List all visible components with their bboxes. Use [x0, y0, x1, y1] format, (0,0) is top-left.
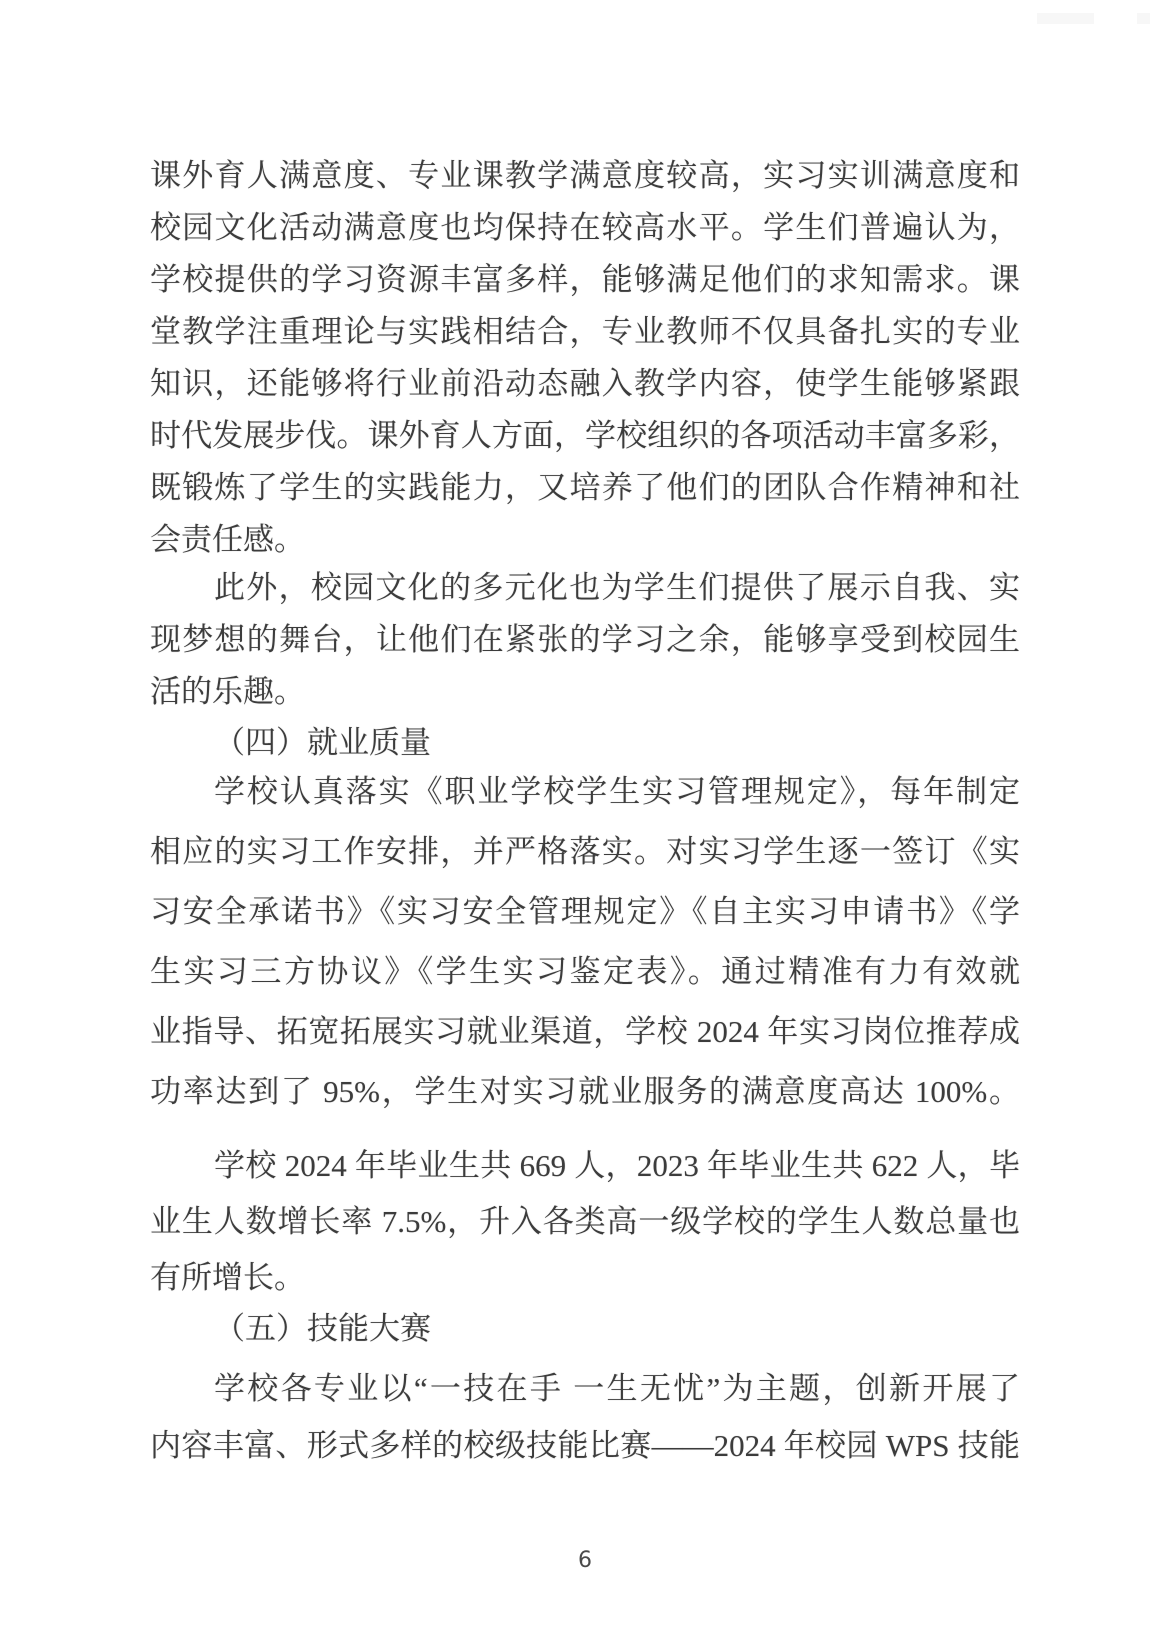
text-line: 学校各专业以“一技在手 一生无忧”为主题，创新开展了	[214, 1371, 1020, 1406]
text-line: 既锻炼了学生的实践能力，又培养了他们的团队合作精神和社	[150, 470, 1020, 505]
text-line: 学校提供的学习资源丰富多样，能够满足他们的求知需求。课	[150, 262, 1020, 297]
text-line: 习安全承诺书》《实习安全管理规定》《自主实习申请书》《学	[150, 894, 1020, 929]
text-line: 知识，还能够将行业前沿动态融入教学内容，使学生能够紧跟	[150, 366, 1020, 401]
text-line: 会责任感。	[150, 522, 305, 557]
text-line: 业指导、拓宽拓展实习就业渠道，学校 2024 年实习岗位推荐成	[150, 1014, 1020, 1049]
text-line: 时代发展步伐。课外育人方面，学校组织的各项活动丰富多彩，	[150, 418, 1020, 453]
text-line: 堂教学注重理论与实践相结合，专业教师不仅具备扎实的专业	[150, 314, 1020, 349]
page-number: 6	[578, 1548, 592, 1573]
paragraph-skills-competition-theme	[150, 1360, 1020, 1474]
text-line: 现梦想的舞台，让他们在紧张的学习之余，能够享受到校园生	[150, 622, 1020, 657]
text-line: 相应的实习工作安排，并严格落实。对实习学生逐一签订《实	[150, 834, 1020, 869]
scan-artifact	[1137, 13, 1150, 24]
text-line: 功率达到了 95%，学生对实习就业服务的满意度高达 100%。	[150, 1074, 1020, 1109]
scan-artifact	[1037, 13, 1094, 24]
text-line: 校园文化活动满意度也均保持在较高水平。学生们普遍认为，	[150, 210, 1020, 245]
text-line: 活的乐趣。	[150, 674, 305, 709]
section-heading-employment-quality: （四）就业质量	[214, 725, 431, 760]
text-line: 此外，校园文化的多元化也为学生们提供了展示自我、实	[214, 570, 1020, 605]
paragraph-internship-management	[150, 762, 1020, 1122]
text-line: 学校 2024 年毕业生共 669 人，2023 年毕业生共 622 人，毕	[214, 1148, 1020, 1183]
paragraph-campus-culture	[150, 562, 1020, 718]
text-line: 有所增长。	[150, 1260, 305, 1295]
text-line: 业生人数增长率 7.5%，升入各类高一级学校的学生人数总量也	[150, 1204, 1020, 1239]
paragraph-student-satisfaction	[150, 150, 1020, 566]
paragraph-graduate-numbers	[150, 1138, 1020, 1306]
section-heading-skills-competition: （五）技能大赛	[214, 1311, 431, 1346]
text-line: 内容丰富、形式多样的校级技能比赛——2024 年校园 WPS 技能	[150, 1428, 1020, 1463]
text-line: 生实习三方协议》《学生实习鉴定表》。通过精准有力有效就	[150, 954, 1020, 989]
text-line: 学校认真落实《职业学校学生实习管理规定》，每年制定	[214, 774, 1020, 809]
text-line: 课外育人满意度、专业课教学满意度较高，实习实训满意度和	[150, 158, 1020, 193]
